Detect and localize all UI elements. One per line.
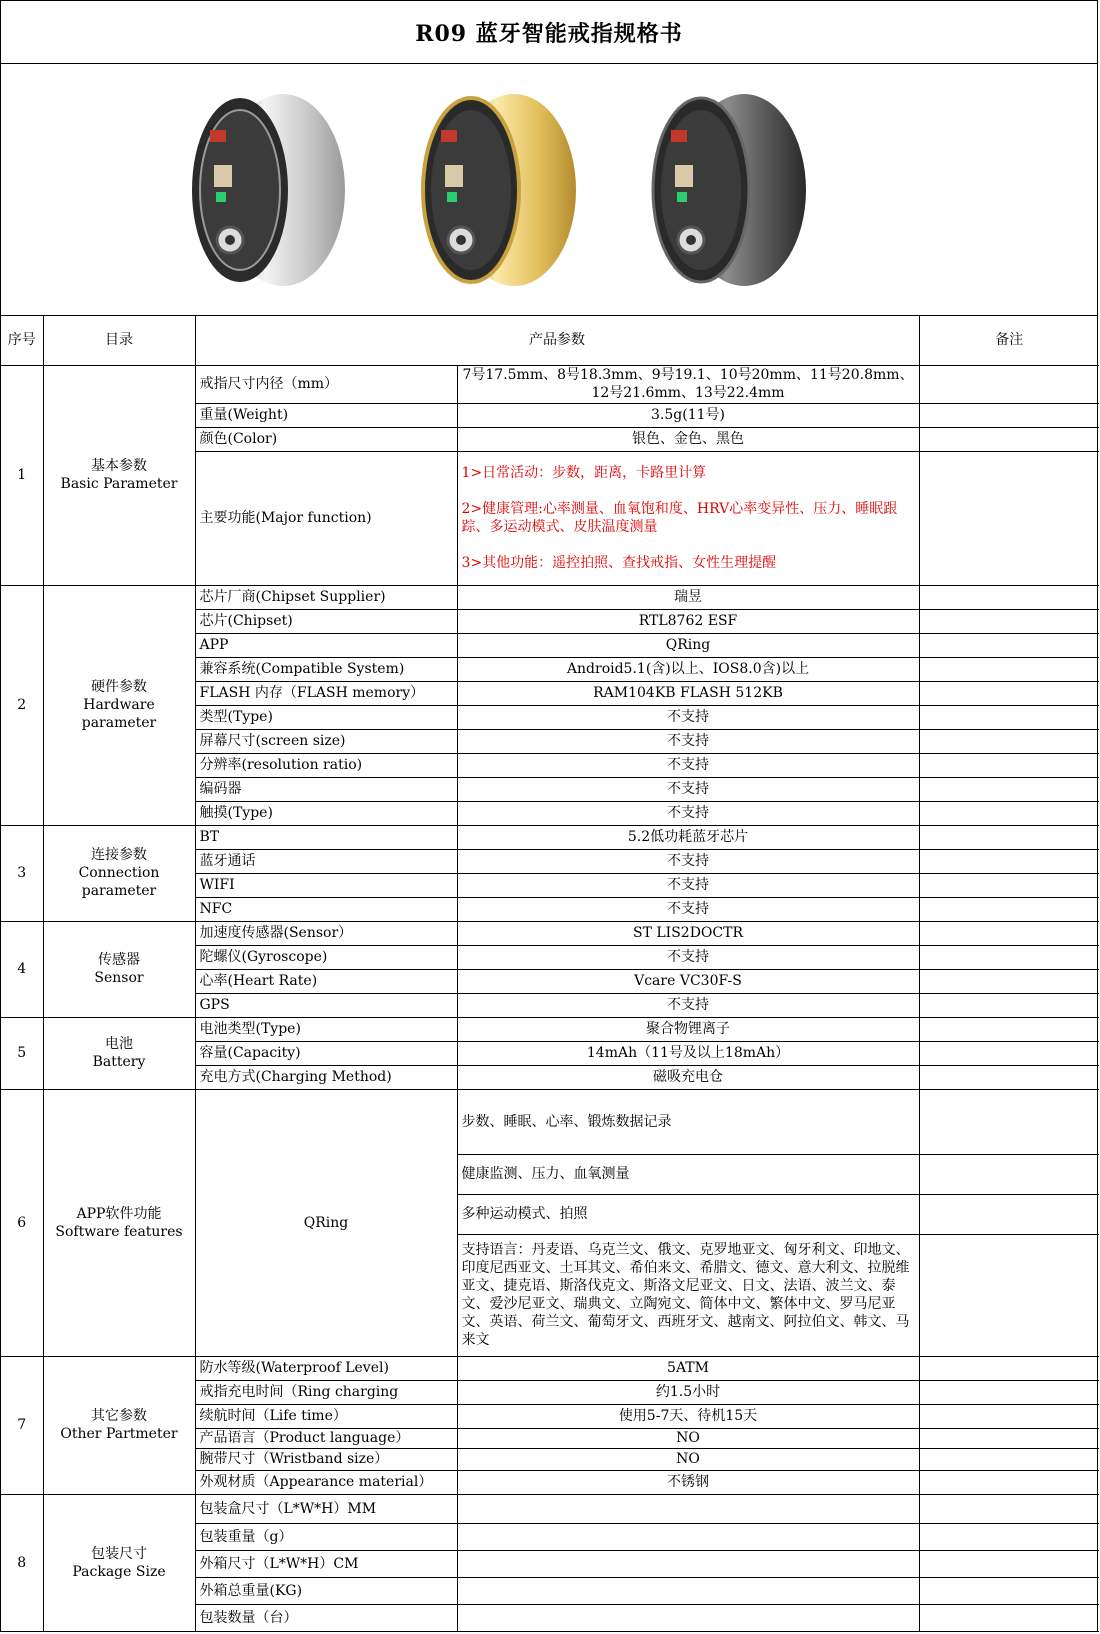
param-label: 外箱总重量(KG) [195, 1577, 457, 1604]
category-cn: 包装尺寸 [91, 1545, 147, 1562]
category-cn: APP软件功能 [76, 1205, 162, 1222]
function-health: 2>健康管理:心率测量、血氧饱和度、HRV心率变异性、压力、睡眠跟踪、多运动模式、皮肤温度测量 [461, 501, 898, 535]
section-seq: 1 [1, 365, 43, 585]
section-seq: 3 [1, 825, 43, 921]
category-en: parameter [81, 883, 157, 899]
remark-cell [919, 1523, 1099, 1550]
remark-cell [919, 1428, 1099, 1448]
param-value: 14mAh（11号及以上18mAh） [457, 1041, 919, 1065]
remark-cell [919, 1448, 1099, 1470]
category-en: Hardware [83, 697, 155, 713]
param-value: 使用5-7天、待机15天 [457, 1404, 919, 1428]
param-value: 不支持 [457, 801, 919, 825]
remark-cell [919, 657, 1099, 681]
section-category [43, 365, 195, 585]
param-label: 充电方式(Charging Method) [195, 1065, 457, 1089]
supported-languages: 支持语言：丹麦语、乌克兰文、俄文、克罗地亚文、匈牙利文、印地文、印度尼西亚文、土耳其文、希伯来文、希腊文、德文、意大利文、拉脱维亚文、捷克语、斯洛伐克文、斯洛文尼亚文、日文、法语、波兰文、泰文、爱沙尼亚文、瑞典文、立陶宛文、简体中文、繁体中文、罗马尼亚文、英语、荷兰文、葡萄牙文、西班牙文、越南文、阿拉伯文、韩文、马来文 [457, 1234, 919, 1356]
function-other: 3>其他功能：遥控拍照、查找戒指、女性生理提醒 [461, 555, 777, 571]
param-label: BT [195, 825, 457, 849]
param-value: ST LIS2DOCTR [457, 921, 919, 945]
remark-cell [919, 1380, 1099, 1404]
section-seq: 4 [1, 921, 43, 1017]
param-value: 不锈钢 [457, 1470, 919, 1494]
param-value: 银色、金色、黑色 [457, 427, 919, 451]
section-category [43, 1017, 195, 1089]
param-label: 包装数量（台） [195, 1604, 457, 1631]
param-label: 容量(Capacity) [195, 1041, 457, 1065]
category-en: Package Size [72, 1563, 166, 1580]
software-feature: 步数、睡眠、心率、锻炼数据记录 [457, 1089, 919, 1154]
param-label: 芯片厂商(Chipset Supplier) [195, 585, 457, 609]
param-label: 屏幕尺寸(screen size) [195, 729, 457, 753]
param-value: 3.5g(11号) [457, 403, 919, 427]
remark-cell [919, 1470, 1099, 1494]
category-cn: 连接参数 [91, 847, 147, 863]
category-cn: 其它参数 [91, 1408, 147, 1424]
major-function-list [457, 451, 919, 585]
param-value: 不支持 [457, 993, 919, 1017]
remark-cell [919, 825, 1099, 849]
section-seq: 2 [1, 585, 43, 825]
document-title: R09 蓝牙智能戒指规格书 [1, 1, 1097, 64]
param-value: 不支持 [457, 729, 919, 753]
param-value: NO [457, 1428, 919, 1448]
param-label: 主要功能(Major function) [195, 451, 457, 585]
table-row [1, 1017, 1099, 1041]
section-category [43, 1089, 195, 1356]
param-label: 兼容系统(Compatible System) [195, 657, 457, 681]
param-value [457, 1523, 919, 1550]
param-value: 瑞昱 [457, 585, 919, 609]
param-label: 触摸(Type) [195, 801, 457, 825]
remark-cell [919, 729, 1099, 753]
remark-cell [919, 681, 1099, 705]
remark-cell [919, 609, 1099, 633]
param-value: 不支持 [457, 777, 919, 801]
section-category [43, 1356, 195, 1494]
param-label: 外箱尺寸（L*W*H）CM [195, 1550, 457, 1577]
remark-cell [919, 1356, 1099, 1380]
remark-cell [919, 585, 1099, 609]
remark-cell [919, 403, 1099, 427]
param-value: 不支持 [457, 945, 919, 969]
section-category [43, 921, 195, 1017]
param-value [457, 1550, 919, 1577]
remark-cell [919, 921, 1099, 945]
remark-cell [919, 451, 1099, 585]
remark-cell [919, 1234, 1099, 1356]
param-label: 类型(Type) [195, 705, 457, 729]
category-en: parameter [81, 715, 157, 731]
param-label: 包装重量（g） [195, 1523, 457, 1550]
param-value [457, 1577, 919, 1604]
software-feature: 多种运动模式、拍照 [457, 1194, 919, 1234]
remark-cell [919, 1550, 1099, 1577]
section-seq: 8 [1, 1494, 43, 1631]
category-cn: 电池 [105, 1036, 133, 1052]
param-label: WIFI [195, 873, 457, 897]
param-value: Android5.1(含)以上、IOS8.0含)以上 [457, 657, 919, 681]
section-seq: 6 [1, 1089, 43, 1356]
param-label: 重量(Weight) [195, 403, 457, 427]
param-label: 电池类型(Type) [195, 1017, 457, 1041]
param-value: 约1.5小时 [457, 1380, 919, 1404]
param-value: 不支持 [457, 753, 919, 777]
header-seq: 序号 [1, 316, 43, 365]
category-en: Software features [55, 1223, 183, 1240]
remark-cell [919, 969, 1099, 993]
param-value: 不支持 [457, 897, 919, 921]
param-label: FLASH 内存（FLASH memory） [195, 681, 457, 705]
section-seq: 7 [1, 1356, 43, 1494]
remark-cell [919, 1041, 1099, 1065]
category-cn: 传感器 [98, 952, 140, 968]
remark-cell [919, 1017, 1099, 1041]
category-en: Connection [78, 865, 160, 881]
remark-cell [919, 873, 1099, 897]
param-value: 聚合物锂离子 [457, 1017, 919, 1041]
remark-cell [919, 801, 1099, 825]
param-value: 不支持 [457, 849, 919, 873]
param-value: RAM104KB FLASH 512KB [457, 681, 919, 705]
table-row [1, 921, 1099, 945]
param-value: 7号17.5mm、8号18.3mm、9号19.1、10号20mm、11号20.8mm、12号21.6mm、13号22.4mm [457, 365, 919, 403]
header-remarks: 备注 [919, 316, 1099, 365]
section-category [43, 825, 195, 921]
param-label: 腕带尺寸（Wristband size） [195, 1448, 457, 1470]
table-row [1, 1356, 1099, 1380]
param-value: NO [457, 1448, 919, 1470]
table-row [1, 1089, 1099, 1154]
remark-cell [919, 1194, 1099, 1234]
param-label: 戒指充电时间（Ring charging [195, 1380, 457, 1404]
silver-ring-image [188, 90, 348, 290]
param-value: 不支持 [457, 873, 919, 897]
remark-cell [919, 1404, 1099, 1428]
software-feature: 健康监测、压力、血氧测量 [457, 1154, 919, 1194]
app-name: QRing [195, 1089, 457, 1356]
remark-cell [919, 633, 1099, 657]
remark-cell [919, 1604, 1099, 1631]
remark-cell [919, 1065, 1099, 1089]
param-value: RTL8762 ESF [457, 609, 919, 633]
section-category [43, 1494, 195, 1631]
param-label: APP [195, 633, 457, 657]
remark-cell [919, 1154, 1099, 1194]
param-label: 产品语言（Product language） [195, 1428, 457, 1448]
gold-ring-image [419, 90, 579, 290]
param-value: Vcare VC30F-S [457, 969, 919, 993]
param-value [457, 1494, 919, 1523]
remark-cell [919, 777, 1099, 801]
function-daily: 1>日常活动：步数，距离，卡路里计算 [461, 465, 707, 481]
param-label: 颜色(Color) [195, 427, 457, 451]
param-label: 芯片(Chipset) [195, 609, 457, 633]
section-seq: 5 [1, 1017, 43, 1089]
param-label: 戒指尺寸内径（mm） [195, 365, 457, 403]
category-en: Basic Parameter [60, 476, 178, 492]
param-label: 加速度传感器(Sensor） [195, 921, 457, 945]
param-value [457, 1604, 919, 1631]
category-en: Sensor [94, 970, 144, 986]
table-row [1, 365, 1099, 403]
category-en: Battery [92, 1054, 146, 1070]
remark-cell [919, 365, 1099, 403]
remark-cell [919, 897, 1099, 921]
table-row [1, 585, 1099, 609]
remark-cell [919, 753, 1099, 777]
table-header-row [1, 316, 1099, 365]
spec-table [1, 316, 1099, 1632]
param-value: QRing [457, 633, 919, 657]
table-row [1, 1494, 1099, 1523]
table-row [1, 825, 1099, 849]
category-cn: 硬件参数 [91, 679, 147, 695]
param-label: 包装盒尺寸（L*W*H）MM [195, 1494, 457, 1523]
param-label: 防水等级(Waterproof Level) [195, 1356, 457, 1380]
remark-cell [919, 993, 1099, 1017]
remark-cell [919, 705, 1099, 729]
param-label: NFC [195, 897, 457, 921]
param-label: 蓝牙通话 [195, 849, 457, 873]
header-params: 产品参数 [195, 316, 919, 365]
black-ring-image [649, 90, 809, 290]
remark-cell [919, 849, 1099, 873]
param-label: 外观材质（Appearance material） [195, 1470, 457, 1494]
param-label: 分辨率(resolution ratio) [195, 753, 457, 777]
category-cn: 基本参数 [91, 458, 147, 474]
param-label: 编码器 [195, 777, 457, 801]
remark-cell [919, 1494, 1099, 1523]
remark-cell [919, 1089, 1099, 1154]
param-label: 心率(Heart Rate) [195, 969, 457, 993]
section-category [43, 585, 195, 825]
param-value: 5ATM [457, 1356, 919, 1380]
param-value: 5.2低功耗蓝牙芯片 [457, 825, 919, 849]
param-label: 陀螺仪(Gyroscope) [195, 945, 457, 969]
param-value: 磁吸充电仓 [457, 1065, 919, 1089]
remark-cell [919, 945, 1099, 969]
param-label: 续航时间（Life time） [195, 1404, 457, 1428]
param-label: GPS [195, 993, 457, 1017]
remark-cell [919, 1577, 1099, 1604]
header-catalog: 目录 [43, 316, 195, 365]
remark-cell [919, 427, 1099, 451]
param-value: 不支持 [457, 705, 919, 729]
category-en: Other Partmeter [60, 1426, 178, 1442]
product-photos [1, 64, 1097, 316]
